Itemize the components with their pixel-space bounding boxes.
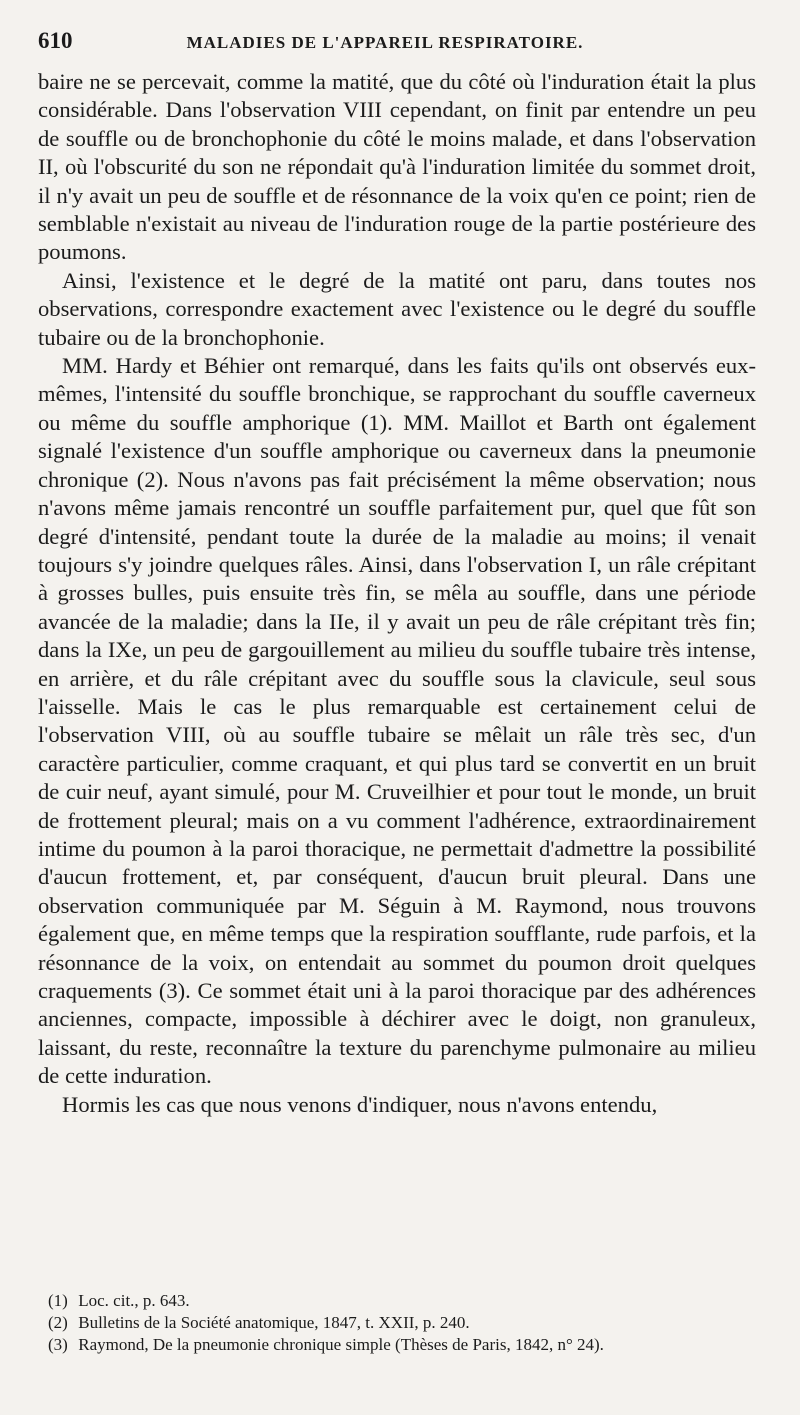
footnote-text: Loc. cit., p. 643. — [78, 1291, 190, 1310]
paragraph: Hormis les cas que nous venons d'indiquer, nous n'avons entendu, — [62, 1091, 658, 1117]
paragraph: baire ne se percevait, comme la matité, que du côté où l'induration était la plus considérable. Dans l'observation VIII cependant, on finit par entendre un peu de souffle ou de bronchophonie du côté le moins malade, et dans l'observation II, où l'obscurité du son ne répondait qu'à l'induration limitée du sommet droit, il n'y avait un peu de souffle et de résonnance de la voix qu'en ce point; rien de semblable n'existait au niveau de l'induration rouge de la partie postérieure des poumons. — [38, 69, 756, 265]
footnote — [48, 1290, 756, 1312]
footnote — [48, 1312, 756, 1334]
footnote-text: Raymond, De la pneumonie chronique simple (Thèses de Paris, 1842, n° 24). — [78, 1335, 604, 1354]
footnote-number: (1) — [48, 1291, 68, 1310]
paragraph: MM. Hardy et Béhier ont remarqué, dans les faits qu'ils ont observés eux-mêmes, l'intensité du souffle bronchique, se rapprochant du souffle caverneux ou même du souffle amphorique (1). MM. Maillot et Barth ont également signalé l'existence d'un souffle amphorique ou caverneux dans la pneumonie chronique (2). Nous n'avons pas fait précisément la même observation; nous n'avons même jamais rencontré un souffle parfaitement pur, quel que fût son degré d'intensité, pendant toute la durée de la maladie au moins; il venait toujours s'y joindre quelques râles. Ainsi, dans l'observation I, un râle crépitant à grosses bulles, puis ensuite très fin, se mêla au souffle, dans une période avancée de la maladie; dans la IIe, il y avait un peu de râle crépitant très fin; dans la IXe, un peu de gargouillement au milieu du souffle tubaire très intense, en arrière, et du râle crépitant avec du souffle sous la clavicule, seul sous l'aisselle. Mais le cas le plus remarquable est certainement celui de l'observation VIII, où au souffle tubaire se mêlait un râle très sec, d'un caractère particulier, comme craquant, et qui plus tard se convertit en un bruit de cuir neuf, ayant simulé, pour M. Cruveilhier et pour tout le monde, un bruit de frottement pleural; mais on a vu comment l'adhérence, extraordinairement intime du poumon à la paroi thoracique, ne permettait d'admettre la possibilité d'aucun frottement, et, par conséquent, d'aucun bruit pleural. Dans une observation communiquée par M. Séguin à M. Raymond, nous trouvons également que, en même temps que la respiration soufflante, rude parfois, et la résonnance de la voix, on entendait au sommet du poumon droit quelques craquements (3). Ce sommet était uni à la paroi thoracique par des adhérences anciennes, compacte, impossible à déchirer avec le doigt, non granuleux, laissant, du reste, reconnaître la texture du parenchyme pulmonaire au milieu de cette induration. — [38, 353, 756, 1089]
running-title: MALADIES DE L'APPAREIL RESPIRATOIRE. — [186, 33, 584, 52]
footnote-number: (2) — [48, 1313, 68, 1332]
footnotes — [48, 1290, 756, 1356]
footnote — [48, 1334, 756, 1356]
paragraph: Ainsi, l'existence et le degré de la matité ont paru, dans toutes nos observations, correspondre exactement avec l'existence ou le degré du souffle tubaire ou de la bronchophonie. — [38, 267, 756, 350]
page-header — [38, 28, 756, 68]
body-text — [38, 68, 756, 1119]
footnote-text: Bulletins de la Société anatomique, 1847, t. XXII, p. 240. — [78, 1313, 470, 1332]
page-number: 610 — [38, 28, 73, 53]
footnote-number: (3) — [48, 1335, 68, 1354]
